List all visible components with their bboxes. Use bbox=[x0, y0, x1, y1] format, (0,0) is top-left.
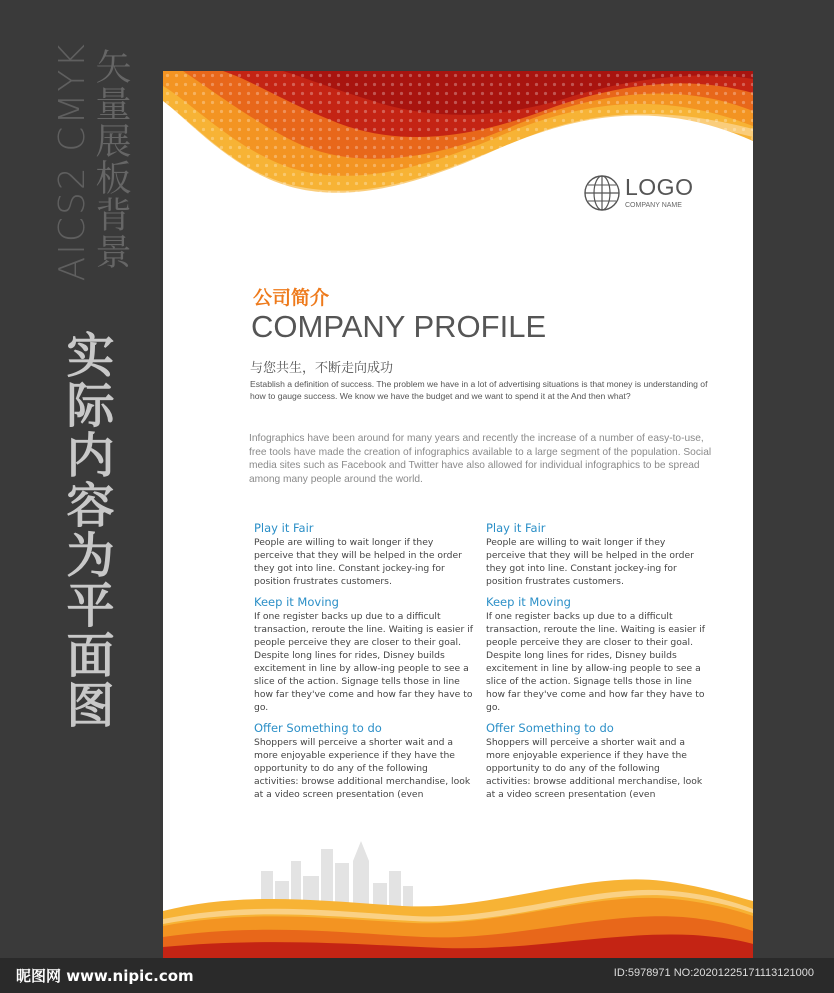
section-body: Shoppers will perceive a shorter wait and a more enjoyable experience if they have the opportunity to do any of the following activities: browse additional merchandise, look at a video screen presentation (even bbox=[486, 737, 703, 800]
section-body: People are willing to wait longer if they perceive that they will be helped in the order they got into line. Constant jockey-ing for position frustrates customers. bbox=[254, 537, 462, 587]
section-body: If one register backs up due to a difficult transaction, reroute the line. Waiting is easier if people perceive they are closer to their goal. Despite long lines for rides, Disney builds excitement in line by allow-ing people to see a slice of the action. Signage tells those in line how far they've come and how far they have to go. bbox=[486, 611, 706, 713]
globe-icon bbox=[583, 174, 621, 212]
left-column bbox=[254, 521, 474, 808]
logo-company-name: COMPANY NAME bbox=[625, 202, 682, 209]
slogan: 与您共生，不断走向成功 bbox=[250, 361, 394, 376]
section-title: Offer Something to do bbox=[254, 721, 382, 735]
side-cn-big-label: 实际内容为平面图 bbox=[58, 330, 114, 730]
poster bbox=[163, 71, 753, 958]
section-title: Play it Fair bbox=[486, 521, 546, 535]
logo-text: LOGO bbox=[625, 174, 694, 200]
section-title: Offer Something to do bbox=[486, 721, 614, 735]
section-title: Keep it Moving bbox=[486, 595, 571, 609]
watermark-footer bbox=[0, 958, 834, 993]
section bbox=[486, 595, 706, 714]
company-logo bbox=[583, 174, 733, 214]
right-column bbox=[486, 521, 706, 808]
section bbox=[254, 721, 474, 801]
page-title-cn: 公司简介 bbox=[253, 287, 330, 309]
section bbox=[486, 721, 706, 801]
section-body: People are willing to wait longer if they perceive that they will be helped in the order they got into line. Constant jockey-ing for position frustrates customers. bbox=[486, 537, 694, 587]
side-cn-small-label: 矢量展板背景 bbox=[90, 48, 131, 270]
page-title-en: COMPANY PROFILE bbox=[251, 309, 547, 344]
side-latin-label: AICS2 CMYK bbox=[52, 42, 93, 282]
intro-paragraph-2: Infographics have been around for many years and recently the increase of a number of easy-to-use, free tools have made the creation of infographics available to a large segment of the population. Social media sites such as Facebook and Twitter have also allowed for individual infographics to be spread among many people around the world. bbox=[249, 433, 712, 485]
section bbox=[486, 521, 706, 588]
section-title: Play it Fair bbox=[254, 521, 314, 535]
intro-paragraph-1: Establish a definition of success. The problem we have in a lot of advertising situations is that money is understanding of how to gauge success. We know we have the budget and we want to spend it at the And then what? bbox=[250, 379, 708, 401]
image-id-label: ID:5978971 NO:20201225171113121000 bbox=[613, 967, 814, 979]
section-title: Keep it Moving bbox=[254, 595, 339, 609]
section-body: If one register backs up due to a difficult transaction, reroute the line. Waiting is easier if people perceive they are closer to their goal. Despite long lines for rides, Disney builds excitement in line by allow-ing people to see a slice of the action. Signage tells those in line how far they've come and how far they have to go. bbox=[254, 611, 474, 713]
section bbox=[254, 595, 474, 714]
section bbox=[254, 521, 474, 588]
section-body: Shoppers will perceive a shorter wait and a more enjoyable experience if they have the opportunity to do any of the following activities: browse additional merchandise, look at a video screen presentation (even bbox=[254, 737, 471, 800]
site-watermark: 昵图网 www.nipic.com bbox=[16, 967, 194, 985]
